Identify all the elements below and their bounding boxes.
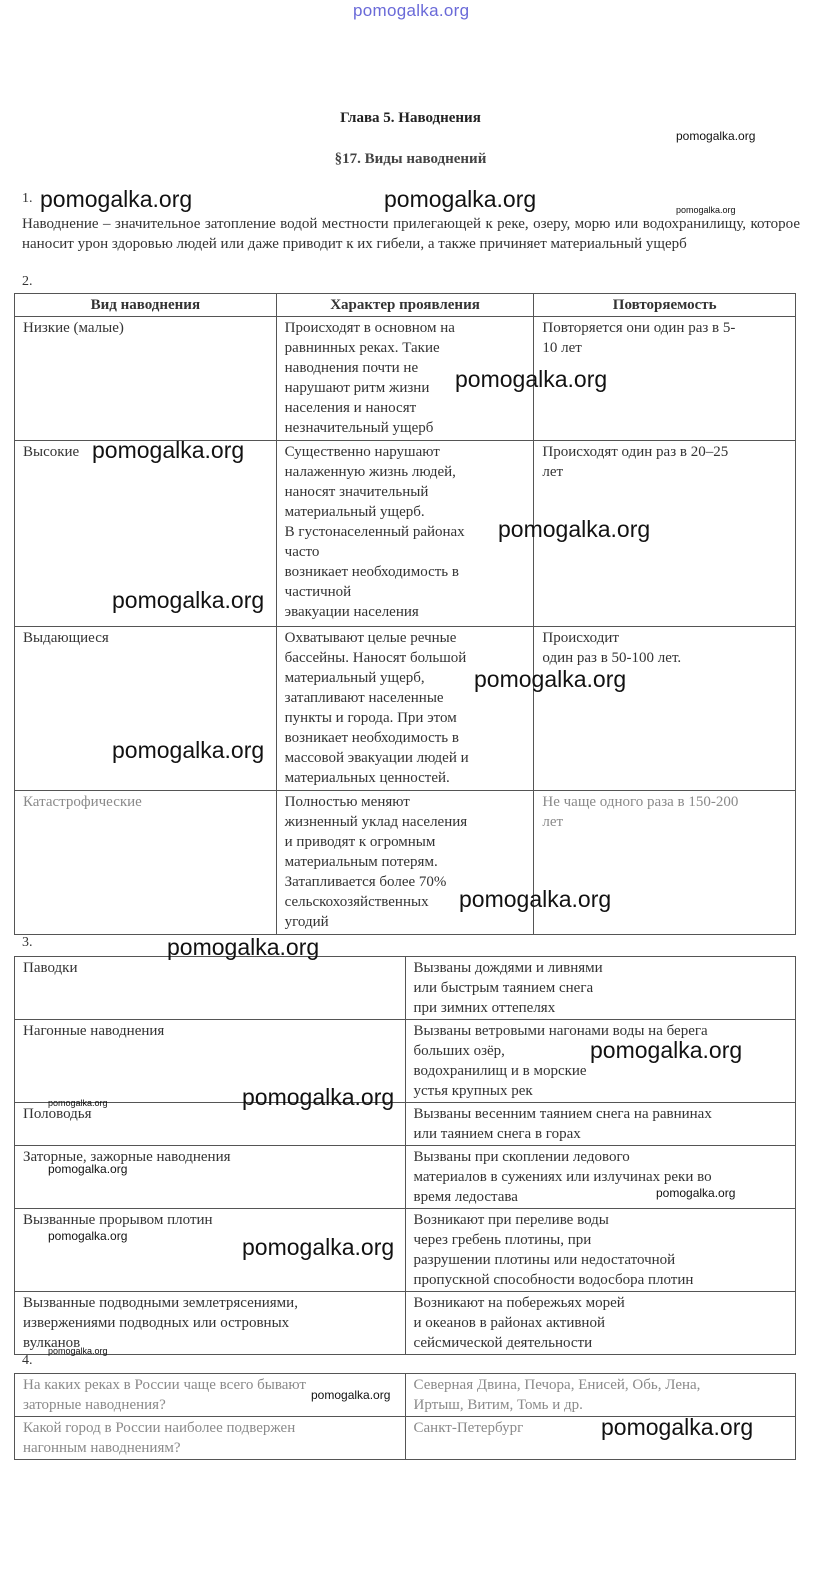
table-header-row — [15, 294, 796, 317]
watermark: pomogalka.org — [242, 1084, 395, 1110]
flood-kind-cell: Половодья — [15, 1103, 406, 1146]
watermark: pomogalka.org — [48, 1162, 128, 1176]
flood-cause-cell: Возникают на побережьях морей и океанов в районах активной сейсмической деятельности — [405, 1292, 795, 1355]
answer-cell: Санкт-Петербург — [405, 1417, 795, 1460]
column-header: Характер проявления — [276, 294, 534, 317]
flood-causes-table — [14, 956, 796, 1355]
question-3-number: 3. — [22, 935, 33, 950]
watermark: pomogalka.org — [311, 1388, 391, 1402]
flood-cause-cell: Вызваны весенним таянием снега на равнинах или таянием снега в горах — [405, 1103, 795, 1146]
watermark: pomogalka.org — [676, 205, 736, 215]
watermark: pomogalka.org — [112, 587, 265, 613]
watermark: pomogalka.org — [676, 129, 756, 143]
flood-type-cell: Высокие — [15, 441, 277, 627]
flood-kind-cell: Вызванные прорывом плотин — [15, 1209, 406, 1292]
table-row — [15, 1103, 796, 1146]
question-1-number: 1. — [22, 191, 33, 206]
watermark: pomogalka.org — [455, 366, 608, 392]
watermark: pomogalka.org — [656, 1186, 736, 1200]
flood-character-cell: Происходят в основном на равнинных реках. Такие наводнения почти не нарушают ритм жизни населения и наносят незначительный ущерб — [276, 317, 534, 441]
flood-frequency-cell: Не чаще одного раза в 150-200 лет — [534, 791, 796, 935]
table-row — [15, 1209, 796, 1292]
flood-kind-cell: Заторные, зажорные наводнения — [15, 1146, 406, 1209]
watermark: pomogalka.org — [167, 934, 320, 960]
watermark: pomogalka.org — [48, 1229, 128, 1243]
flood-cause-cell: Возникают при переливе воды через гребень плотины, при разрушении плотины или недостаточной пропускной способности водосбора плотин — [405, 1209, 795, 1292]
column-header: Повторяемость — [534, 294, 796, 317]
flood-kind-cell: Вызванные подводными землетрясениями, извержениями подводных или островных вулканов — [15, 1292, 406, 1355]
question-2-number: 2. — [22, 274, 33, 289]
site-link[interactable]: pomogalka.org — [353, 1, 470, 20]
flood-frequency-cell: Происходят один раз в 20–25 лет — [534, 441, 796, 627]
flood-frequency-cell: Происходит один раз в 50-100 лет. — [534, 627, 796, 791]
flood-type-cell: Низкие (малые) — [15, 317, 277, 441]
watermark: pomogalka.org — [459, 886, 612, 912]
table-row — [15, 627, 796, 791]
flood-type-cell: Катастрофические — [15, 791, 277, 935]
watermark: pomogalka.org — [48, 1346, 108, 1356]
table-row — [15, 317, 796, 441]
table-row — [15, 791, 796, 935]
question-cell: Какой город в России наиболее подвержен нагонным наводнениям? — [15, 1417, 406, 1460]
table-row — [15, 1292, 796, 1355]
flood-cause-cell: Вызваны дождями и ливнями или быстрым таянием снега при зимних оттепелях — [405, 957, 795, 1020]
table-row — [15, 957, 796, 1020]
watermark: pomogalka.org — [40, 186, 193, 212]
question-4-number: 4. — [22, 1353, 33, 1368]
flood-kind-cell: Нагонные наводнения — [15, 1020, 406, 1103]
column-header: Вид наводнения — [15, 294, 277, 317]
watermark: pomogalka.org — [601, 1414, 754, 1440]
watermark: pomogalka.org — [48, 1098, 108, 1108]
flood-cause-cell: Вызваны ветровыми нагонами воды на берега больших озёр, водохранилищ и в морские устья крупных рек — [405, 1020, 795, 1103]
flood-type-cell: Выдающиеся — [15, 627, 277, 791]
watermark: pomogalka.org — [242, 1234, 395, 1260]
flood-cause-cell: Вызваны при скоплении ледового материалов в сужениях или излучинах реки во время ледостава — [405, 1146, 795, 1209]
flood-character-cell: Охватывают целые речные бассейны. Наносят большой материальный ущерб, затапливают населенные пункты и города. При этом возникает необходимость в массовой эвакуации людей и материальных ценностей. — [276, 627, 534, 791]
question-cell: На каких реках в России чаще всего бывают заторные наводнения? — [15, 1374, 406, 1417]
table-row — [15, 1374, 796, 1417]
chapter-title: Глава 5. Наводнения — [340, 110, 481, 126]
flood-types-table — [14, 293, 796, 935]
section-title: §17. Виды наводнений — [334, 151, 487, 167]
watermark: pomogalka.org — [474, 666, 627, 692]
watermark: pomogalka.org — [112, 737, 265, 763]
answer-cell: Северная Двина, Печора, Енисей, Обь, Лена, Иртыш, Витим, Томь и др. — [405, 1374, 795, 1417]
flood-character-cell: Существенно нарушают налаженную жизнь людей, наносят значительный материальный ущерб. В густонаселенный районах часто возникает необходимость в частичной эвакуации населения — [276, 441, 534, 627]
watermark: pomogalka.org — [92, 437, 245, 463]
question-1-answer: Наводнение – значительное затопление водой местности прилегающей к реке, озеру, морю или водохранилищу, которое наносит урон здоровью людей или даже приводит к их гибели, а также причиняет материальный ущерб — [22, 216, 800, 252]
watermark: pomogalka.org — [498, 516, 651, 542]
watermark: pomogalka.org — [384, 186, 537, 212]
flood-kind-cell: Паводки — [15, 957, 406, 1020]
flood-frequency-cell: Повторяется они один раз в 5- 10 лет — [534, 317, 796, 441]
watermark: pomogalka.org — [590, 1037, 743, 1063]
flood-character-cell: Полностью меняют жизненный уклад населения и приводят к огромным материальным потерям. Затапливается более 70% сельскохозяйственных угодий — [276, 791, 534, 935]
